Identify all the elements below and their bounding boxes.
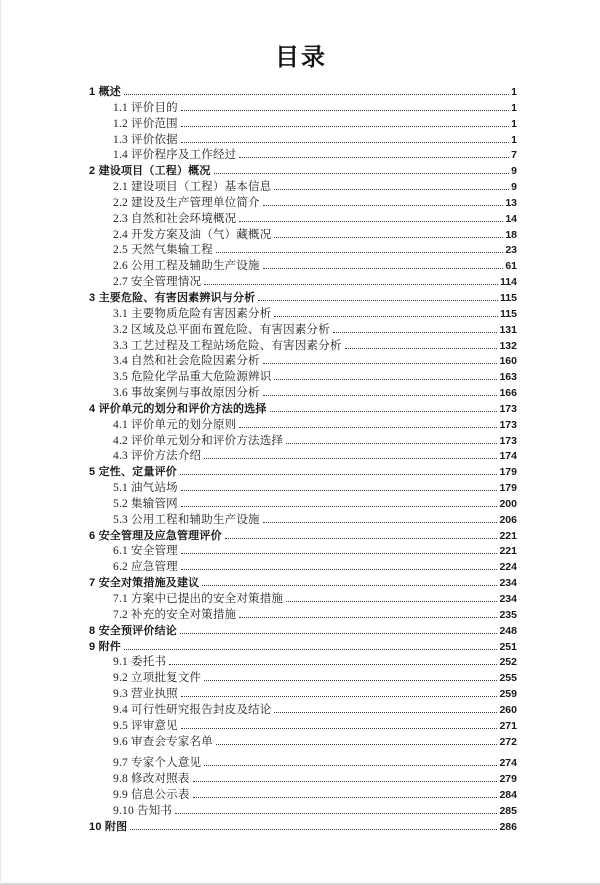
toc-page-number: 9 — [511, 165, 517, 178]
toc-entry-label: 5.2 集输管网 — [113, 497, 178, 510]
toc-page-number: 272 — [499, 735, 517, 748]
toc-dot-leader — [345, 348, 498, 349]
toc-entry — [89, 212, 517, 228]
toc-entry-label: 3.2 区域及总平面布置危险、有害因素分析 — [113, 323, 330, 336]
toc-page-number: 174 — [499, 450, 517, 463]
toc-page-number: 7 — [511, 149, 517, 162]
toc-entry-label: 3.5 危险化学品重大危险源辨识 — [113, 371, 272, 384]
toc-entry — [89, 291, 517, 307]
toc-dot-leader — [124, 94, 509, 95]
toc-dot-leader — [204, 284, 498, 285]
toc-entry — [89, 576, 517, 592]
toc-page-number: 224 — [499, 561, 517, 574]
toc-page-number: 200 — [499, 497, 517, 510]
toc-page-number: 132 — [499, 339, 517, 352]
toc-entry-label: 9 附件 — [89, 640, 121, 653]
toc-page-number: 173 — [499, 434, 517, 447]
toc-dot-leader — [204, 765, 497, 766]
toc-dot-leader — [175, 813, 497, 814]
toc-entry — [89, 687, 517, 703]
toc-entry-label: 2.5 天然气集输工程 — [113, 244, 213, 257]
toc-dot-leader — [202, 585, 497, 586]
toc-page-number: 160 — [499, 355, 517, 368]
toc-entry — [89, 640, 517, 656]
toc-entry-label: 3.6 事故案例与事故原因分析 — [113, 387, 260, 400]
toc-entry — [89, 655, 517, 671]
toc-entry — [89, 259, 517, 275]
toc-page-number: 1 — [511, 86, 517, 98]
toc-entry — [89, 164, 517, 180]
toc-entry-label: 10 附图 — [89, 820, 128, 833]
toc-dot-leader — [216, 744, 498, 745]
toc-page-number: 251 — [499, 640, 517, 653]
toc-page-number: 163 — [499, 371, 517, 384]
toc-page-number: 286 — [499, 820, 517, 833]
toc-page-number: 114 — [500, 276, 517, 289]
toc-page-number: 115 — [500, 291, 517, 304]
toc-entry-label: 2.4 开发方案及油（气）藏概况 — [113, 228, 272, 241]
toc-dot-leader — [181, 728, 498, 729]
toc-dot-leader — [180, 633, 497, 634]
toc-dot-leader — [193, 781, 498, 782]
toc-entry-label: 2.6 公用工程及辅助生产设施 — [113, 260, 260, 273]
toc-entry-label: 6.1 安全管理 — [113, 545, 178, 558]
toc-entry-label: 2.2 建设及生产管理单位简介 — [113, 196, 260, 209]
toc-page-number: 274 — [499, 757, 517, 770]
toc-entry-label: 2.3 自然和社会环境概况 — [113, 212, 237, 225]
toc-entry-label: 4.2 评价单元划分和评价方法选择 — [113, 434, 284, 447]
toc-entry-label: 9.9 信息公示表 — [113, 789, 190, 802]
toc-entry-label: 9.6 审查会专家名单 — [113, 735, 213, 748]
toc-entry — [89, 339, 517, 355]
toc-dot-leader — [239, 157, 509, 158]
toc-entry-label: 4 评价单元的划分和评价方法的选择 — [89, 402, 267, 415]
document-page — [1, 0, 600, 883]
toc-dot-leader — [239, 221, 503, 222]
toc-dot-leader — [181, 110, 509, 111]
toc-dot-leader — [263, 395, 498, 396]
toc-dot-leader — [216, 252, 503, 253]
toc-page-number: 284 — [499, 789, 517, 802]
toc-dot-leader — [263, 268, 504, 269]
toc-page-number: 173 — [499, 402, 517, 415]
toc-entry-label: 5.3 公用工程和辅助生产设施 — [113, 513, 260, 526]
toc-dot-leader — [274, 379, 497, 380]
toc-entry-label: 3.3 工艺过程及工程站场危险、有害因素分析 — [113, 339, 342, 352]
toc-page-number: 234 — [499, 593, 517, 605]
toc-page-number: 1 — [511, 133, 517, 146]
toc-entry — [89, 465, 517, 481]
toc-entry-label: 5.1 油气站场 — [113, 482, 178, 495]
toc-entry — [89, 788, 517, 804]
toc-entry — [89, 592, 517, 608]
toc-page-number: 9 — [511, 181, 517, 194]
toc-dot-leader — [193, 797, 498, 798]
toc-entry-label: 7.1 方案中已提出的安全对策措施 — [113, 593, 284, 605]
toc-page-number: 285 — [499, 804, 517, 817]
toc-page-number: 252 — [499, 656, 517, 669]
toc-entry-label: 3.1 主要物质危险有害因素分析 — [113, 307, 272, 320]
toc-dot-leader — [130, 829, 497, 830]
toc-entry-label: 5 定性、定量评价 — [89, 466, 177, 479]
toc-entry — [89, 180, 517, 196]
toc-page-number: 61 — [505, 260, 517, 273]
toc-dot-leader — [181, 696, 498, 697]
table-of-contents — [1, 85, 600, 836]
toc-page-number: 179 — [499, 482, 517, 495]
toc-page-number: 14 — [505, 212, 517, 225]
toc-entry — [89, 354, 517, 370]
toc-dot-leader — [263, 363, 498, 364]
toc-entry — [89, 804, 517, 820]
toc-page-number: 131 — [499, 323, 517, 336]
toc-entry — [89, 386, 517, 402]
toc-entry — [89, 756, 517, 772]
toc-entry — [89, 370, 517, 386]
toc-page-number: 166 — [499, 387, 517, 400]
toc-entry — [89, 608, 517, 624]
toc-entry-label: 9.1 委托书 — [113, 656, 167, 669]
toc-entry — [89, 402, 517, 418]
toc-entry — [89, 101, 517, 117]
toc-entry — [89, 133, 517, 149]
toc-entry-label: 4.3 评价方法介绍 — [113, 450, 202, 463]
toc-entry-label: 1 概述 — [89, 86, 121, 98]
toc-dot-leader — [214, 173, 510, 174]
toc-entry-label: 6 安全管理及应急管理评价 — [89, 529, 222, 542]
toc-entry-label: 1.2 评价范围 — [113, 117, 178, 130]
toc-entry-label: 6.2 应急管理 — [113, 561, 178, 574]
toc-dot-leader — [169, 664, 497, 665]
toc-page-number: 279 — [499, 773, 517, 786]
toc-entry — [89, 323, 517, 339]
toc-entry-label: 9.4 可行性研究报告封皮及结论 — [113, 703, 272, 716]
toc-dot-leader — [181, 126, 509, 127]
toc-entry — [89, 418, 517, 434]
toc-dot-leader — [239, 427, 497, 428]
toc-entry — [89, 719, 517, 735]
toc-dot-leader — [286, 601, 497, 602]
toc-page-number: 221 — [499, 545, 517, 558]
toc-entry-label: 2.1 建设项目（工程）基本信息 — [113, 181, 272, 194]
toc-dot-leader — [181, 553, 498, 554]
toc-dot-leader — [181, 142, 509, 143]
toc-entry — [89, 243, 517, 259]
toc-entry — [89, 820, 517, 836]
toc-entry — [89, 529, 517, 545]
toc-entry — [89, 560, 517, 576]
toc-entry-label: 9.5 评审意见 — [113, 719, 178, 732]
toc-entry-label: 9.2 立项批复文件 — [113, 672, 202, 685]
toc-dot-leader — [333, 332, 498, 333]
toc-entry — [89, 275, 517, 291]
toc-entry — [89, 772, 517, 788]
toc-entry — [89, 148, 517, 164]
toc-entry — [89, 307, 517, 323]
toc-entry-label: 1.3 评价依据 — [113, 133, 178, 146]
toc-dot-leader — [274, 712, 497, 713]
page-title: 目录 — [275, 45, 327, 71]
toc-dot-leader — [124, 649, 497, 650]
toc-page-number: 260 — [499, 703, 517, 716]
toc-dot-leader — [180, 474, 497, 475]
toc-entry-label: 9.7 专家个人意见 — [113, 757, 202, 770]
toc-page-number: 179 — [499, 466, 517, 479]
toc-entry-label: 1.4 评价程序及工作经过 — [113, 149, 237, 162]
toc-page-number: 173 — [499, 418, 517, 431]
toc-page-number: 1 — [511, 117, 517, 130]
toc-dot-leader — [181, 569, 498, 570]
toc-entry — [89, 228, 517, 244]
toc-dot-leader — [286, 443, 497, 444]
toc-page-number: 255 — [499, 672, 517, 685]
toc-entry — [89, 497, 517, 513]
toc-dot-leader — [204, 458, 497, 459]
toc-entry-label: 2 建设项目（工程）概况 — [89, 165, 211, 178]
toc-page-number: 206 — [499, 513, 517, 526]
toc-entry — [89, 624, 517, 640]
toc-page-number: 271 — [499, 719, 517, 732]
toc-entry — [89, 449, 517, 465]
toc-entry-label: 4.1 评价单元的划分原则 — [113, 418, 237, 431]
toc-entry-label: 3 主要危险、有害因素辨识与分析 — [89, 291, 256, 304]
toc-dot-leader — [274, 237, 503, 238]
toc-entry — [89, 544, 517, 560]
toc-entry — [89, 513, 517, 529]
toc-entry-label: 3.4 自然和社会危险因素分析 — [113, 355, 260, 368]
toc-entry-label: 2.7 安全管理情况 — [113, 276, 202, 289]
toc-page-number: 234 — [499, 577, 517, 590]
toc-entry — [89, 481, 517, 497]
toc-dot-leader — [181, 490, 498, 491]
toc-entry-label: 8 安全预评价结论 — [89, 624, 177, 637]
toc-page-number: 259 — [499, 688, 517, 701]
toc-entry-label: 7.2 补充的安全对策措施 — [113, 608, 237, 621]
toc-entry-label: 1.1 评价目的 — [113, 101, 178, 114]
toc-entry — [89, 703, 517, 719]
toc-dot-leader — [258, 300, 498, 301]
toc-dot-leader — [204, 680, 497, 681]
toc-entry — [89, 117, 517, 133]
toc-dot-leader — [239, 617, 497, 618]
toc-entry — [89, 434, 517, 450]
toc-entry — [89, 735, 517, 751]
toc-page-number: 115 — [500, 307, 517, 320]
toc-dot-leader — [225, 538, 498, 539]
toc-page-number: 235 — [499, 608, 517, 621]
toc-page-number: 18 — [505, 228, 517, 241]
toc-dot-leader — [181, 506, 498, 507]
toc-dot-leader — [263, 205, 504, 206]
toc-dot-leader — [263, 522, 498, 523]
toc-entry-label: 9.3 营业执照 — [113, 688, 178, 701]
toc-entry-label: 9.8 修改对照表 — [113, 773, 190, 786]
toc-entry — [89, 671, 517, 687]
toc-page-number: 221 — [499, 529, 517, 542]
toc-page-number: 248 — [499, 624, 517, 637]
toc-dot-leader — [274, 189, 509, 190]
toc-dot-leader — [274, 316, 498, 317]
toc-entry-label: 9.10 告知书 — [113, 804, 173, 817]
toc-entry — [89, 85, 517, 101]
toc-page-number: 1 — [511, 101, 517, 114]
toc-page-number: 13 — [505, 196, 517, 209]
toc-entry — [89, 196, 517, 212]
toc-dot-leader — [270, 411, 498, 412]
toc-page-number: 23 — [505, 244, 517, 257]
toc-entry-label: 7 安全对策措施及建议 — [89, 577, 200, 590]
